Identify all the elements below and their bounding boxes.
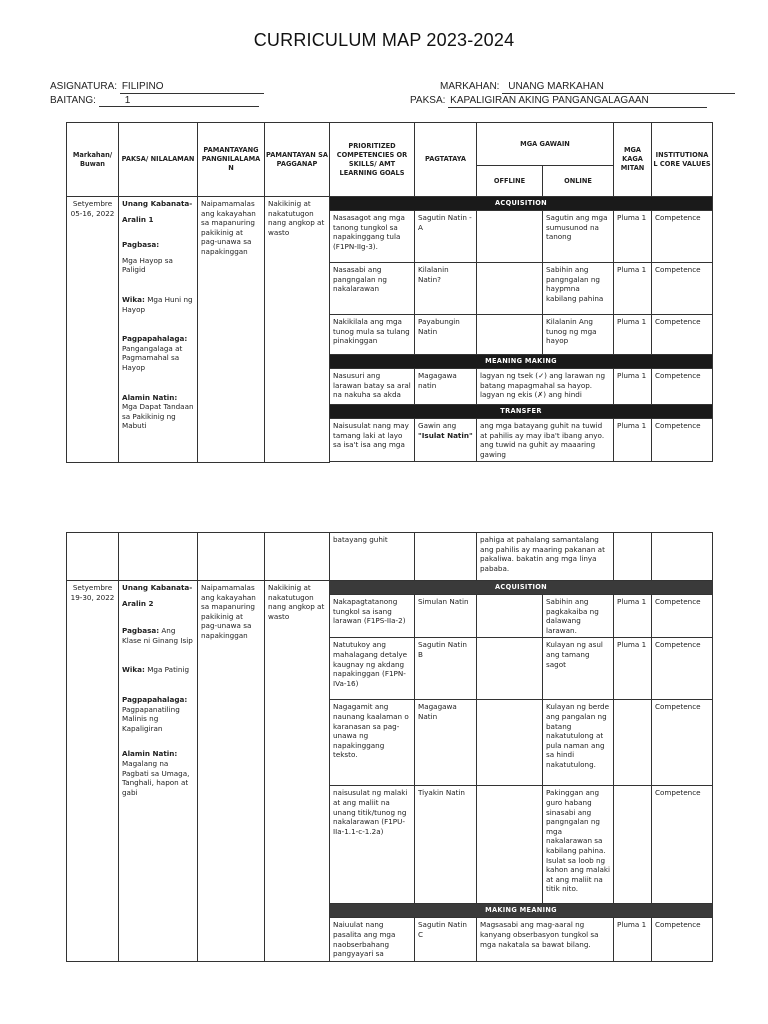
curriculum-table-2 <box>66 532 713 962</box>
competency-cell: Nasusuri ang larawan batay sa aral na nakuha sa akda <box>330 369 415 405</box>
gawain-cell: Magsasabi ang mag-aaral ng kanyang obserbasyon tungkol sa mga nakatala sa bawat bilang. <box>477 918 614 961</box>
core-value-cell: Competence <box>652 786 713 904</box>
kagamitan-cell <box>614 700 652 786</box>
pagtataya-cell: Simulan Natin <box>415 595 477 638</box>
kagamitan-cell: Pluma 1 <box>614 918 652 961</box>
paksa-value: KAPALIGIRAN AKING PANGANGALAGAAN <box>448 95 707 108</box>
header-mga-gawain: MGA GAWAIN <box>477 123 614 166</box>
online-cell: Pakinggan ang guro habang sinasabi ang pangngalan ng mga nakalarawan sa kabilang pahina. Isulat sa loob ng kahon ang malaki at ang maliit na titik nito. <box>543 786 614 904</box>
competency-cell: Naiuulat nang pasalita ang mga naobserbahang pangyayari sa <box>330 918 415 961</box>
competency-cell: Natutukoy ang mahalagang detalye kaugnay ng akdang napakinggan (F1PN-IVa-16) <box>330 638 415 700</box>
header-pagtataya: PAGTATAYA <box>415 123 477 197</box>
kagamitan-cell <box>614 533 652 581</box>
pagbasa-value: Ang Klase ni Ginang Isip <box>122 626 193 645</box>
competency-cell: Nakikilala ang mga tunog mula sa tulang pinakinggan <box>330 315 415 355</box>
pagtataya-line: Gawin ang <box>418 421 457 430</box>
offline-cell <box>477 263 543 315</box>
markahan-field <box>440 81 735 94</box>
paksa-label: PAKSA: <box>410 95 446 106</box>
asignatura-value: FILIPINO <box>120 81 264 94</box>
pamantayang-pangnilalaman-cell: Naipamamalas ang kakayahan sa mapanuring pakikinig at pag-unawa sa napakinggan <box>198 197 265 463</box>
alamin-label: Alamin Natin: <box>122 392 178 402</box>
kagamitan-cell: Pluma 1 <box>614 419 652 462</box>
section-acquisition: ACQUISITION <box>330 197 713 211</box>
online-cell: Sabihin ang pangngalan ng haypmna kabilang pahina <box>543 263 614 315</box>
asignatura-label: ASIGNATURA: <box>50 81 118 92</box>
paksa-cell <box>119 533 198 581</box>
kagamitan-cell: Pluma 1 <box>614 315 652 355</box>
pagtataya-cell: Magagawa natin <box>415 369 477 405</box>
pagtataya-cell: Kilalanin Natin? <box>415 263 477 315</box>
pagtataya-cell: Tiyakin Natin <box>415 786 477 904</box>
wika-value: Mga Patinig <box>147 665 190 675</box>
section-meaning-making: MEANING MAKING <box>330 355 713 369</box>
wika-label: Wika: <box>122 294 145 304</box>
pagpapahalaga-label: Pagpapahalaga: <box>122 334 188 344</box>
paksa-cell <box>119 581 198 962</box>
pagtataya-cell <box>415 419 477 462</box>
header-kagamitan: MGA KAGA MITAN <box>614 123 652 197</box>
online-cell: Kilalanin Ang tunog ng mga hayop <box>543 315 614 355</box>
page-title: CURRICULUM MAP 2023-2024 <box>253 30 515 50</box>
pagtataya-cell: Sagutin Natin B <box>415 638 477 700</box>
online-cell: Sagutin ang mga sumusunod na tanong <box>543 211 614 263</box>
kagamitan-cell <box>614 786 652 904</box>
header-paksa: PAKSA/ NILALAMAN <box>119 123 198 197</box>
offline-cell <box>477 315 543 355</box>
date-cell: Setyembre 19-30, 2022 <box>67 581 119 962</box>
pagtataya-cell: Magagawa Natin <box>415 700 477 786</box>
competency-cell: Naisusulat nang may tamang laki at layo sa isa't isa ang mga <box>330 419 415 462</box>
header-pamantayang-pangnilalaman: PAMANTAYANG PANGNILALAMA N <box>198 123 265 197</box>
kagamitan-cell: Pluma 1 <box>614 369 652 405</box>
baitang-field <box>50 95 259 107</box>
kagamitan-cell: Pluma 1 <box>614 211 652 263</box>
kagamitan-cell: Pluma 1 <box>614 263 652 315</box>
header-markahan: Markahan/ Buwan <box>67 123 119 197</box>
paksa-cell <box>119 197 198 463</box>
pagbasa-text <box>122 626 194 645</box>
core-value-cell: Competence <box>652 211 713 263</box>
alamin-text: Magalang na Pagbati sa Umaga, Tanghali, hapon at gabi <box>122 758 190 797</box>
competency-cell: batayang guhit <box>330 533 415 581</box>
online-cell: Kulayan ng asul ang tamang sagot <box>543 638 614 700</box>
alamin-label: Alamin Natin: <box>122 749 178 759</box>
header-online: ONLINE <box>543 166 614 197</box>
curriculum-table-1 <box>66 122 713 463</box>
pagtataya-cell: Payabungin Natin <box>415 315 477 355</box>
header-offline: OFFLINE <box>477 166 543 197</box>
pagbasa-label: Pagbasa: <box>122 240 160 250</box>
offline-cell <box>477 595 543 638</box>
asignatura-field <box>50 81 264 94</box>
wika-label: Wika: <box>122 665 145 675</box>
pagbasa-label: Pagbasa: <box>122 626 160 636</box>
wika-value: Mga Huni ng Hayop <box>122 294 193 314</box>
aralin-text: Aralin 1 <box>122 214 154 224</box>
header-competencies: PRIORITIZED COMPETENCIES OR SKILLS/ AMT LEARNING GOALS <box>330 123 415 197</box>
pagbasa-text: Mga Hayop sa Paligid <box>122 255 173 275</box>
wika-text <box>122 665 194 675</box>
markahan-value: UNANG MARKAHAN <box>502 81 735 94</box>
competency-cell: Nakapagtatanong tungkol sa isang larawan (F1PS-IIa-2) <box>330 595 415 638</box>
alamin-value: Mga Dapat Tandaan sa Pakikinig ng Mabuti <box>122 402 194 431</box>
pagpapahalaga-label: Pagpapahalaga: <box>122 694 188 704</box>
core-value-cell: Competence <box>652 369 713 405</box>
core-value-cell: Competence <box>652 918 713 961</box>
competency-cell: Nasasagot ang mga tanong tungkol sa napakinggang tula (F1PN-IIg-3). <box>330 211 415 263</box>
pagpapahalaga-text: Pangangalaga at Pagmamahal sa Hayop <box>122 343 183 372</box>
core-value-cell: Competence <box>652 419 713 462</box>
offline-cell <box>477 638 543 700</box>
online-cell: Kulayan ng berde ang pangalan ng batang nakatutulong at pula naman ang sa hindi nakatutulong. <box>543 700 614 786</box>
pagtataya-title: "Isulat Natin" <box>418 430 473 440</box>
gawain-cell: ang mga batayang guhit na tuwid at pahilis ay may iba't ibang anyo. ang tuwid na guhit ay maaaring gawing <box>477 419 614 462</box>
pagtataya-cell: Sagutin Natin - A <box>415 211 477 263</box>
core-value-cell: Competence <box>652 700 713 786</box>
core-value-cell: Competence <box>652 595 713 638</box>
offline-cell <box>477 786 543 904</box>
header-pamantayan-pagganap: PAMANTAYAN SA PAGGANAP <box>265 123 330 197</box>
paksa-field <box>410 95 707 108</box>
gawain-cell: pahiga at pahalang samantalang ang pahilis ay maaring pakanan at pakaliwa. bakatin ang mga linya pababa. <box>477 533 614 581</box>
gawain-cell: lagyan ng tsek (✓) ang larawan ng batang mapagmahal sa hayop. lagyan ng ekis (✗) ang hindi <box>477 369 614 405</box>
competency-cell: Nasasabi ang pangngalan ng nakalarawan <box>330 263 415 315</box>
core-value-cell: Competence <box>652 638 713 700</box>
section-acquisition: ACQUISITION <box>330 581 713 595</box>
pagtataya-cell <box>415 533 477 581</box>
section-making-meaning: MAKING MEANING <box>330 904 713 918</box>
competency-cell: naisusulat ng malaki at ang maliit na unang titik/tunog ng nakalarawan (F1PU-IIa-1.1-c-1.2a) <box>330 786 415 904</box>
pamantayan-pagganap-cell: Nakikinig at nakatutugon nang angkop at wasto <box>265 581 330 962</box>
section-transfer: TRANSFER <box>330 405 713 419</box>
kabanata-text: Unang Kabanata- <box>122 583 193 592</box>
offline-cell <box>477 700 543 786</box>
header-core-values: INSTITUTIONA L CORE VALUES <box>652 123 713 197</box>
pamantayan-pagganap-cell <box>265 533 330 581</box>
baitang-value: 1 <box>99 95 259 107</box>
pamantayan-pagganap-cell: Nakikinig at nakatutugon nang angkop at wasto <box>265 197 330 463</box>
baitang-label: BAITANG: <box>50 95 96 106</box>
wika-text <box>122 295 194 314</box>
pagtataya-cell: Sagutin Natin C <box>415 918 477 961</box>
core-value-cell: Competence <box>652 315 713 355</box>
date-cell <box>67 533 119 581</box>
aralin-text: Aralin 2 <box>122 598 154 608</box>
competency-cell: Nagagamit ang naunang kaalaman o karanasan sa pag-unawa ng napakinggang teksto. <box>330 700 415 786</box>
online-cell: Sabihin ang pagkakaiba ng dalawang larawan. <box>543 595 614 638</box>
kabanata-text: Unang Kabanata- <box>122 199 193 208</box>
date-cell: Setyembre 05-16, 2022 <box>67 197 119 463</box>
kagamitan-cell: Pluma 1 <box>614 595 652 638</box>
markahan-label: MARKAHAN: <box>440 81 500 92</box>
pamantayang-pangnilalaman-cell: Naipamamalas ang kakayahan sa mapanuring pakikinig at pag-unawa sa napakinggan <box>198 581 265 962</box>
core-value-cell: Competence <box>652 263 713 315</box>
kagamitan-cell: Pluma 1 <box>614 638 652 700</box>
core-value-cell <box>652 533 713 581</box>
pamantayang-pangnilalaman-cell <box>198 533 265 581</box>
offline-cell <box>477 211 543 263</box>
pagpapahalaga-text: Pagpapanatiling Malinis ng Kapaligiran <box>122 704 180 733</box>
alamin-text <box>122 393 194 431</box>
